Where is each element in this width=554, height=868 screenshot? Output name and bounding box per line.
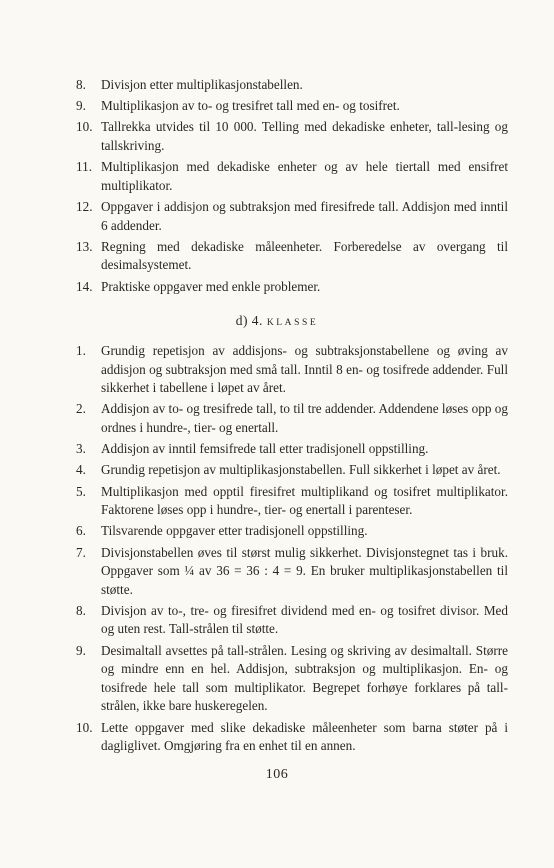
section-heading	[0, 313, 554, 329]
list-item	[76, 198, 508, 235]
numbered-list-lower	[76, 342, 508, 758]
item-number: 12.	[76, 198, 93, 214]
item-text: Addisjon av inntil femsifrede tall etter tradisjonell oppstilling.	[101, 441, 429, 457]
list-item	[76, 440, 508, 459]
list-item	[76, 278, 508, 297]
item-number: 7.	[76, 544, 86, 560]
item-text: Multiplikasjon av to- og tresifret tall med en- og tosifret.	[101, 98, 400, 114]
list-item	[76, 483, 508, 520]
item-text: Grundig repetisjon av multiplikasjonstabellen. Full sikkerhet i løpet av året.	[101, 462, 501, 478]
item-number: 10.	[76, 719, 93, 735]
item-text: Praktiske oppgaver med enkle problemer.	[101, 278, 321, 294]
item-text: Tallrekka utvides til 10 000. Telling med dekadiske enheter, tall-lesing og tallskriving.	[101, 119, 508, 153]
item-number: 10.	[76, 119, 93, 135]
item-number: 11.	[76, 159, 92, 175]
list-item	[76, 642, 508, 716]
item-text: Divisjon etter multiplikasjonstabellen.	[101, 77, 303, 92]
item-number: 3.	[76, 441, 86, 457]
item-number: 6.	[76, 523, 86, 539]
item-text: Divisjonstabellen øves til størst mulig sikkerhet. Divisjonstegnet tas i bruk. Oppgaver som ¼ av 36 = 36 : 4 = 9. En bruker multiplikasjonstabellen til støtte.	[101, 544, 508, 597]
item-text: Lette oppgaver med slike dekadiske måleenheter som barna støter på i dagliglivet. Omgjøring fra en enhet til en annen.	[101, 719, 508, 754]
list-item	[76, 238, 508, 275]
item-number: 5.	[76, 483, 86, 499]
list-item	[76, 158, 508, 195]
section-prefix: d) 4.	[235, 313, 263, 328]
item-number: 1.	[76, 343, 86, 358]
item-text: Grundig repetisjon av addisjons- og subtraksjonstabellene og øving av addisjon og subtraksjon med små tall. Inntil 8 en- og tosifrede addender. Full sikkerhet i tabellene i løpet av året.	[101, 343, 508, 396]
item-text: Multiplikasjon med opptil firesifret multiplikand og tosifret multiplikator. Faktorene løses opp i hundre-, tier- og enertall i parenteser.	[101, 483, 508, 518]
list-item	[76, 76, 508, 95]
numbered-list-upper	[76, 76, 508, 299]
item-number: 14.	[76, 278, 93, 294]
item-number: 4.	[76, 462, 86, 478]
item-text: Tilsvarende oppgaver etter tradisjonell oppstilling.	[101, 523, 368, 539]
item-text: Oppgaver i addisjon og subtraksjon med firesifrede tall. Addisjon med inntil 6 addender.	[101, 198, 508, 233]
item-number: 13.	[76, 238, 93, 254]
item-number: 8.	[76, 602, 86, 618]
list-item	[76, 719, 508, 756]
item-number: 8.	[76, 77, 86, 92]
item-text: Regning med dekadiske måleenheter. Forberedelse av overgang til desimalsystemet.	[101, 238, 508, 273]
list-item	[76, 522, 508, 541]
list-item	[76, 461, 508, 480]
list-item	[76, 342, 508, 398]
list-item	[76, 602, 508, 639]
page-number: 106	[265, 767, 289, 782]
item-text: Divisjon av to-, tre- og firesifret dividend med en- og tosifret divisor. Med og uten rest. Tall-strålen til støtte.	[101, 602, 508, 637]
item-text: Desimaltall avsettes på tall-strålen. Lesing og skriving av desimaltall. Større og mindre enn en hel. Addisjon, subtraksjon og multiplikasjon. En- og tosifrede hele tall som multiplikator. Begrepet forhøye forklares på tall-strålen, ikke bare huskeregelen.	[101, 642, 508, 714]
item-number: 2.	[76, 401, 86, 417]
item-text: Multiplikasjon med dekadiske enheter og av hele tiertall med ensifret multiplikator.	[101, 159, 508, 193]
item-number: 9.	[76, 98, 86, 114]
item-number: 9.	[76, 642, 86, 658]
section-label: KLASSE	[266, 318, 319, 328]
list-item	[76, 544, 508, 600]
item-text: Addisjon av to- og tresifrede tall, to til tre addender. Addendene løses opp og ordnes i hundre-, tier- og enertall.	[101, 401, 508, 435]
list-item	[76, 118, 508, 155]
list-item	[76, 400, 508, 437]
list-item	[76, 97, 508, 116]
